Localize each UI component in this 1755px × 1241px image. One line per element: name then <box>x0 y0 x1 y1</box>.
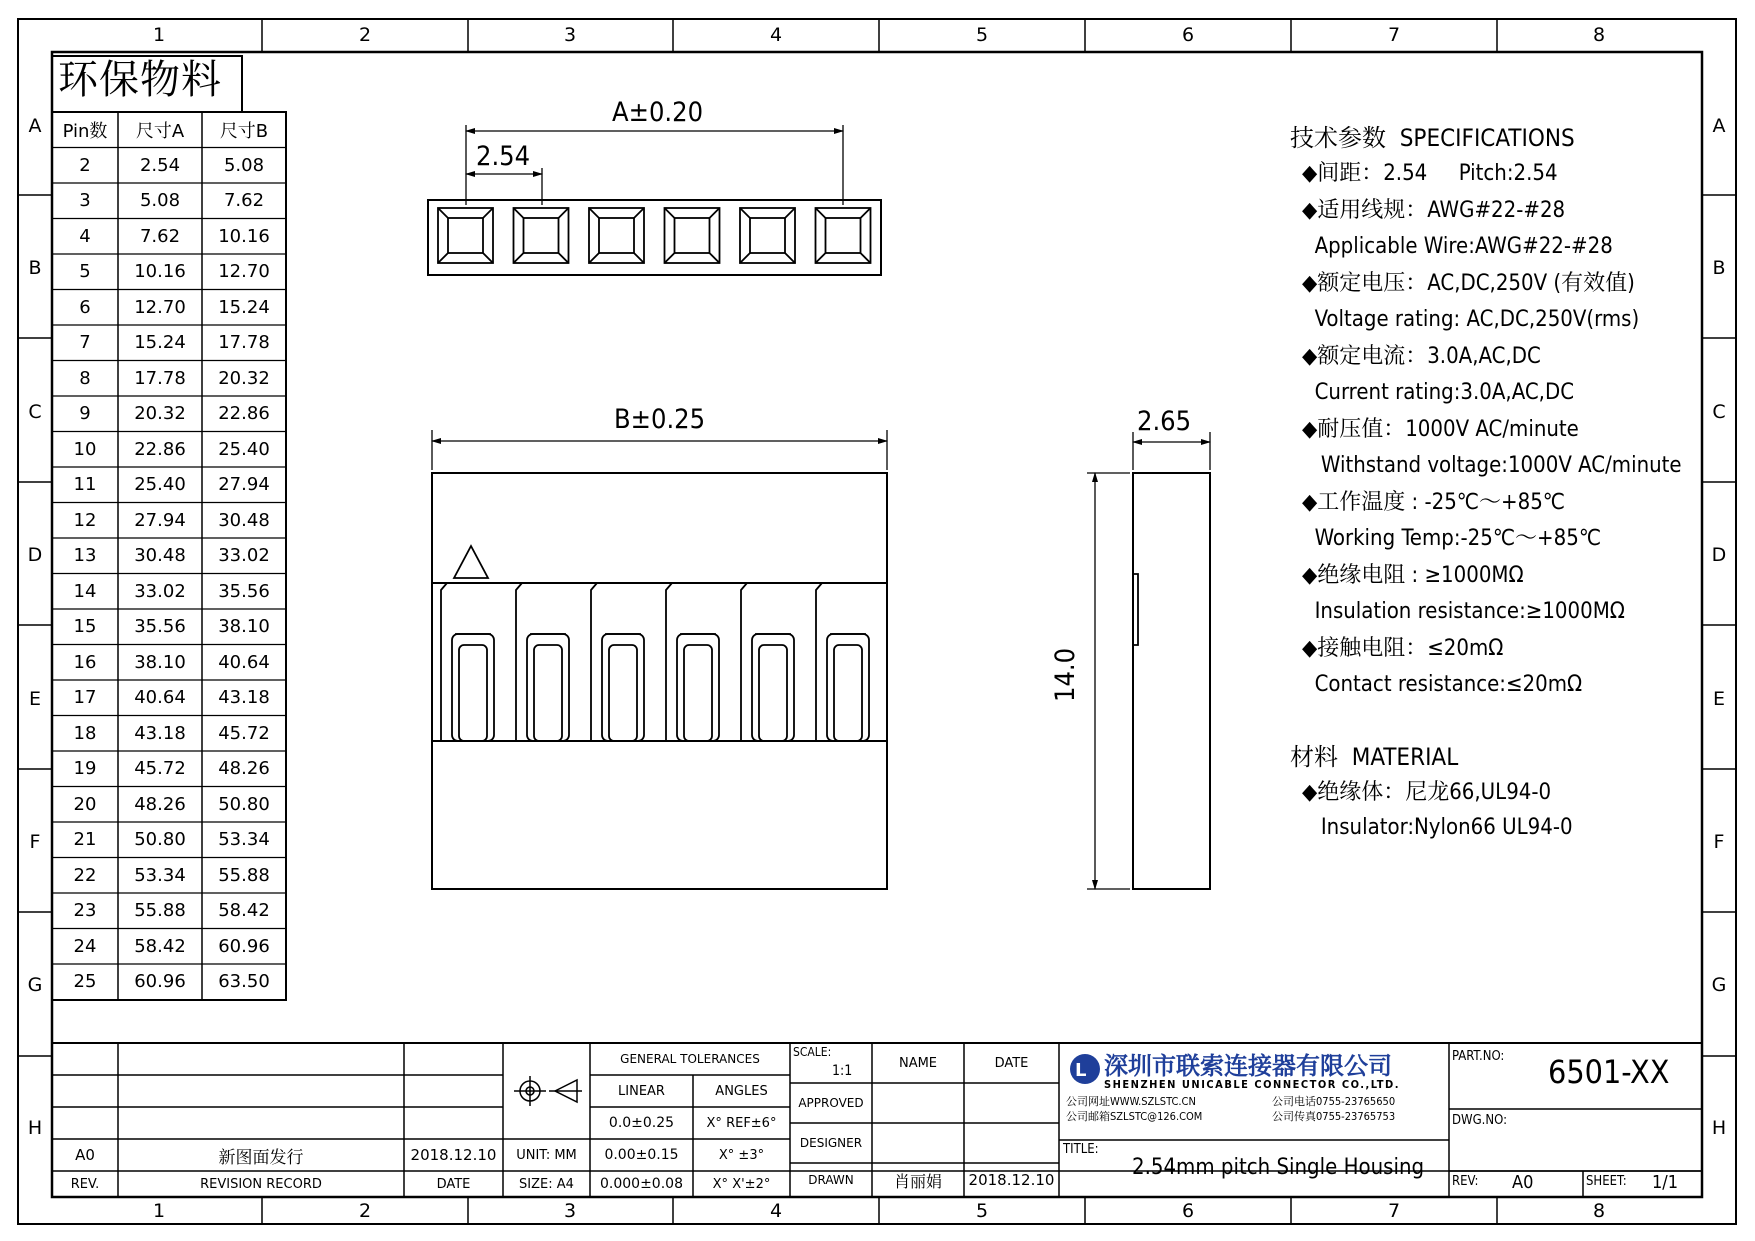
company-fax: 公司传真0755-23765753 <box>1272 1110 1396 1123</box>
dim-b-cell: 22.86 <box>218 403 270 425</box>
front-divider <box>516 583 522 741</box>
spec-line: Voltage rating: AC,DC,250V(rms) <box>1302 307 1640 332</box>
top-cavity-bevel <box>438 253 448 263</box>
rev-code: A0 <box>75 1146 95 1164</box>
dim-b-cell: 33.02 <box>218 545 270 567</box>
top-cavity-bevel <box>710 253 720 263</box>
zone-number: 2 <box>358 1200 372 1222</box>
pin-count-cell: 8 <box>79 367 91 389</box>
zone-letter: C <box>1712 401 1726 423</box>
top-cavity-inner <box>750 218 785 253</box>
zone-number: 8 <box>1592 1200 1606 1222</box>
dim-pitch-label: 2.54 <box>476 141 531 172</box>
pin-count-cell: 19 <box>73 758 97 780</box>
spec-heading: 技术参数 SPECIFICATIONS <box>1290 124 1575 152</box>
dim-a-cell: 55.88 <box>134 900 186 922</box>
spec-line: Current rating:3.0A,AC,DC <box>1302 380 1575 405</box>
sheet-value: 1/1 <box>1652 1172 1679 1193</box>
spec-line: Insulation resistance:≥1000MΩ <box>1302 599 1625 624</box>
dim-a-cell: 48.26 <box>134 793 186 815</box>
dim-b-cell: 53.34 <box>218 829 270 851</box>
pin-count-cell: 20 <box>73 793 97 815</box>
dim-b-cell: 27.94 <box>218 474 270 496</box>
dim-b-cell: 58.42 <box>218 900 270 922</box>
dim-a-cell: 10.16 <box>134 261 186 283</box>
spec-line: ◆适用线规：AWG#22-#28 <box>1302 197 1566 223</box>
company-mail: 公司邮箱SZLSTC@126.COM <box>1066 1110 1203 1123</box>
zone-letter: F <box>29 831 41 853</box>
material-heading: 材料 MATERIAL <box>1290 743 1459 771</box>
top-cavity-bevel <box>740 253 750 263</box>
zone-letter: F <box>1713 831 1725 853</box>
top-cavity-bevel <box>438 208 448 218</box>
dim-b-cell: 50.80 <box>218 793 270 815</box>
dim-a-cell: 50.80 <box>134 829 186 851</box>
material-line: Insulator:Nylon66 UL94-0 <box>1302 815 1573 840</box>
pin-count-cell: 12 <box>73 509 97 531</box>
dim-a-cell: 22.86 <box>134 438 186 460</box>
title-label: TITLE: <box>1063 1142 1099 1157</box>
dim-a-cell: 5.08 <box>139 190 181 212</box>
zone-letter: E <box>1712 688 1725 710</box>
zone-letter: E <box>28 688 41 710</box>
zone-letter: H <box>27 1117 43 1139</box>
angles-label: ANGLES <box>715 1083 768 1099</box>
pin-count-cell: 24 <box>73 935 97 957</box>
company-name-cn: 深圳市联索连接器有限公司 <box>1104 1052 1392 1080</box>
top-cavity-inner <box>524 218 559 253</box>
svg-text:L: L <box>1075 1060 1087 1081</box>
front-divider <box>591 583 597 741</box>
zone-number: 3 <box>563 24 577 46</box>
company-tel: 公司电话0755-23765650 <box>1272 1095 1396 1108</box>
pin-count-cell: 16 <box>73 651 97 673</box>
top-cavity-bevel <box>861 208 871 218</box>
pin-count-cell: 6 <box>79 296 91 318</box>
top-cavity-bevel <box>589 253 599 263</box>
linear-tol-2: 0.00±0.15 <box>604 1147 679 1163</box>
zone-letter: C <box>28 401 42 423</box>
zone-letter: G <box>27 974 43 996</box>
zone-number: 5 <box>975 24 989 46</box>
part-no-label: PART.NO: <box>1452 1049 1505 1064</box>
dim-b-cell: 7.62 <box>223 190 265 212</box>
zone-letter: H <box>1711 1117 1727 1139</box>
spec-line: ◆间距：2.54 Pitch:2.54 <box>1302 161 1558 186</box>
dim-b-cell: 25.40 <box>218 438 270 460</box>
pin-count-cell: 3 <box>79 190 91 212</box>
pin-count-cell: 23 <box>73 900 97 922</box>
zone-number: 4 <box>769 24 783 46</box>
top-cavity-inner <box>599 218 634 253</box>
front-view <box>432 473 887 889</box>
dim-a-cell: 45.72 <box>134 758 186 780</box>
dim-b-cell: 15.24 <box>218 296 270 318</box>
rev-field-value: A0 <box>1512 1172 1534 1193</box>
dim-a-cell: 12.70 <box>134 296 186 318</box>
zone-number: 1 <box>152 24 166 46</box>
revision-record-label: REVISION RECORD <box>200 1176 322 1192</box>
spec-line: Withstand voltage:1000V AC/minute <box>1302 453 1682 478</box>
dim-a-cell: 60.96 <box>134 971 186 993</box>
projection-symbol-icon <box>514 1076 582 1106</box>
spec-line: ◆额定电流：3.0A,AC,DC <box>1302 343 1541 369</box>
zone-number: 2 <box>358 24 372 46</box>
pin-count-cell: 13 <box>73 545 97 567</box>
zone-letter: G <box>1711 974 1727 996</box>
pin-count-cell: 10 <box>73 438 97 460</box>
company-logo-icon <box>1070 1054 1100 1084</box>
scale-label: SCALE: <box>793 1045 832 1059</box>
zone-number: 6 <box>1181 24 1195 46</box>
material-line: ◆绝缘体：尼龙66,UL94-0 <box>1302 780 1552 805</box>
company-web: 公司网址WWW.SZLSTC.CN <box>1066 1095 1196 1108</box>
front-contact-inner <box>534 645 562 741</box>
front-divider <box>666 583 672 741</box>
general-tolerances-label: GENERAL TOLERANCES <box>620 1052 760 1066</box>
dim-b-cell: 38.10 <box>218 616 270 638</box>
pin-count-cell: 4 <box>79 225 91 247</box>
zone-number: 5 <box>975 1200 989 1222</box>
top-cavity-bevel <box>665 253 675 263</box>
dim-a-cell: 58.42 <box>134 935 186 957</box>
size-label: SIZE: A4 <box>519 1176 574 1192</box>
top-cavity-inner <box>675 218 710 253</box>
dim-thickness-height <box>1087 432 1210 889</box>
top-cavity-bevel <box>665 208 675 218</box>
linear-label: LINEAR <box>618 1083 665 1099</box>
front-divider <box>441 583 447 741</box>
linear-tol-1: 0.0±0.25 <box>608 1115 675 1131</box>
front-divider <box>741 583 747 741</box>
spec-line: ◆耐压值：1000V AC/minute <box>1302 416 1579 442</box>
inner-border <box>52 52 1702 1197</box>
rev-date: 2018.12.10 <box>410 1146 497 1164</box>
company-name-en: SHENZHEN UNICABLE CONNECTOR CO.,LTD. <box>1104 1078 1401 1091</box>
dim-a-cell: 20.32 <box>134 403 186 425</box>
unit-label: UNIT: MM <box>516 1147 577 1163</box>
front-contact-inner <box>684 645 712 741</box>
zone-number: 7 <box>1387 1200 1401 1222</box>
sheet-label: SHEET: <box>1586 1174 1627 1189</box>
dim-a-label: A±0.20 <box>612 97 704 128</box>
pin-count-cell: 14 <box>73 580 97 602</box>
rev-label: REV. <box>70 1176 100 1192</box>
name-col-label: NAME <box>898 1055 938 1071</box>
dim-a-cell: 30.48 <box>134 545 186 567</box>
top-cavity-bevel <box>589 208 599 218</box>
front-contact-inner <box>459 645 487 741</box>
top-cavity-bevel <box>861 253 871 263</box>
zone-number: 7 <box>1387 24 1401 46</box>
approved-label: APPROVED <box>798 1096 864 1110</box>
dim-a-cell: 15.24 <box>134 332 186 354</box>
dim-a-cell: 43.18 <box>134 722 186 744</box>
dim-a-cell: 7.62 <box>139 225 181 247</box>
part-no: 6501-XX <box>1548 1053 1670 1091</box>
date-col-label: DATE <box>994 1055 1029 1071</box>
rev-field-label: REV: <box>1452 1174 1479 1189</box>
dim-b-cell: 35.56 <box>218 580 270 602</box>
top-cavity-bevel <box>785 208 795 218</box>
dwg-no-label: DWG.NO: <box>1452 1113 1508 1128</box>
side-view <box>1133 473 1210 889</box>
angle-tol-2: X° ±3° <box>718 1147 765 1163</box>
pin-count-cell: 17 <box>73 687 97 709</box>
dim-thickness-label: 2.65 <box>1137 406 1192 437</box>
front-contact-inner <box>834 645 862 741</box>
spec-line: Working Temp:-25℃～+85℃ <box>1302 526 1602 551</box>
spec-line: Applicable Wire:AWG#22-#28 <box>1302 234 1613 259</box>
scale-value: 1:1 <box>832 1063 853 1079</box>
eco-label: 环保物料 <box>58 57 222 103</box>
dim-b <box>432 430 887 470</box>
zone-letter: D <box>1711 544 1727 566</box>
pin-table-header: Pin数 <box>62 120 108 142</box>
pin-count-cell: 21 <box>73 829 97 851</box>
top-cavity-bevel <box>740 208 750 218</box>
top-cavity-bevel <box>785 253 795 263</box>
top-cavity-bevel <box>816 253 826 263</box>
dim-a-cell: 25.40 <box>134 474 186 496</box>
pin-count-cell: 2 <box>79 154 91 176</box>
dim-b-cell: 30.48 <box>218 509 270 531</box>
dim-b-cell: 48.26 <box>218 758 270 780</box>
zone-number: 6 <box>1181 1200 1195 1222</box>
dim-a-cell: 17.78 <box>134 367 186 389</box>
zone-number: 4 <box>769 1200 783 1222</box>
drawing-title: 2.54mm pitch Single Housing <box>1132 1155 1425 1180</box>
dim-b-cell: 40.64 <box>218 651 270 673</box>
spec-line: ◆绝缘电阻 : ≥1000MΩ <box>1302 562 1524 588</box>
zone-letter: D <box>27 544 43 566</box>
pin-count-cell: 9 <box>79 403 91 425</box>
top-cavity-bevel <box>559 208 569 218</box>
dim-b-cell: 45.72 <box>218 722 270 744</box>
top-cavity-bevel <box>634 253 644 263</box>
dim-b-cell: 10.16 <box>218 225 270 247</box>
pin-table-header: 尺寸A <box>135 120 185 142</box>
spec-line: ◆工作温度 : -25℃～+85℃ <box>1302 489 1566 515</box>
dim-a-cell: 53.34 <box>134 864 186 886</box>
pin-table-header: 尺寸B <box>219 120 269 142</box>
zone-number: 1 <box>152 1200 166 1222</box>
dim-b-cell: 63.50 <box>218 971 270 993</box>
top-cavity-bevel <box>514 208 524 218</box>
pin-count-cell: 5 <box>79 261 91 283</box>
spec-line: ◆接触电阻：≤20mΩ <box>1302 635 1504 661</box>
front-divider <box>816 583 822 741</box>
dim-b-cell: 60.96 <box>218 935 270 957</box>
pin-count-cell: 15 <box>73 616 97 638</box>
pin-count-cell: 18 <box>73 722 97 744</box>
angle-tol-1: X° REF±6° <box>706 1115 777 1131</box>
drawn-name: 肖丽娟 <box>893 1171 942 1191</box>
front-contact-inner <box>759 645 787 741</box>
top-cavity-bevel <box>710 208 720 218</box>
pin-count-cell: 7 <box>79 332 91 354</box>
front-contact-inner <box>609 645 637 741</box>
dim-a-cell: 40.64 <box>134 687 186 709</box>
pin-count-cell: 22 <box>73 864 97 886</box>
dim-a-cell: 35.56 <box>134 616 186 638</box>
drawn-label: DRAWN <box>808 1173 854 1187</box>
dim-b-cell: 43.18 <box>218 687 270 709</box>
pin-count-cell: 25 <box>73 971 97 993</box>
dim-b-cell: 12.70 <box>218 261 270 283</box>
zone-letter: B <box>28 257 42 279</box>
top-cavity-inner <box>826 218 861 253</box>
top-cavity-bevel <box>483 253 493 263</box>
top-cavity-inner <box>448 218 483 253</box>
dim-a-cell: 33.02 <box>134 580 186 602</box>
rev-date-label: DATE <box>436 1176 471 1192</box>
dim-height-label: 14.0 <box>1050 647 1081 702</box>
top-cavity-bevel <box>514 253 524 263</box>
dim-b-cell: 55.88 <box>218 864 270 886</box>
linear-tol-3: 0.000±0.08 <box>600 1176 683 1192</box>
dim-a-cell: 38.10 <box>134 651 186 673</box>
dim-b-cell: 20.32 <box>218 367 270 389</box>
top-cavity-bevel <box>816 208 826 218</box>
drawn-date: 2018.12.10 <box>968 1171 1055 1189</box>
spec-line: Contact resistance:≤20mΩ <box>1302 672 1583 697</box>
designer-label: DESIGNER <box>799 1136 863 1150</box>
zone-letter: B <box>1712 257 1726 279</box>
pin-count-cell: 11 <box>73 474 97 496</box>
top-cavity-bevel <box>559 253 569 263</box>
top-cavity-bevel <box>634 208 644 218</box>
spec-line: ◆额定电压：AC,DC,250V (有效值) <box>1302 270 1635 296</box>
zone-letter: A <box>1712 115 1726 137</box>
dim-b-label: B±0.25 <box>614 404 706 435</box>
rev-desc: 新图面发行 <box>218 1147 304 1168</box>
dim-b-cell: 5.08 <box>223 154 265 176</box>
angle-tol-3: X° X'±2° <box>712 1176 771 1192</box>
zone-letter: A <box>28 115 42 137</box>
zone-number: 8 <box>1592 24 1606 46</box>
dim-b-cell: 17.78 <box>218 332 270 354</box>
dim-a-cell: 27.94 <box>134 509 186 531</box>
zone-number: 3 <box>563 1200 577 1222</box>
dim-a-cell: 2.54 <box>139 154 181 176</box>
top-view <box>428 200 881 275</box>
top-cavity-bevel <box>483 208 493 218</box>
